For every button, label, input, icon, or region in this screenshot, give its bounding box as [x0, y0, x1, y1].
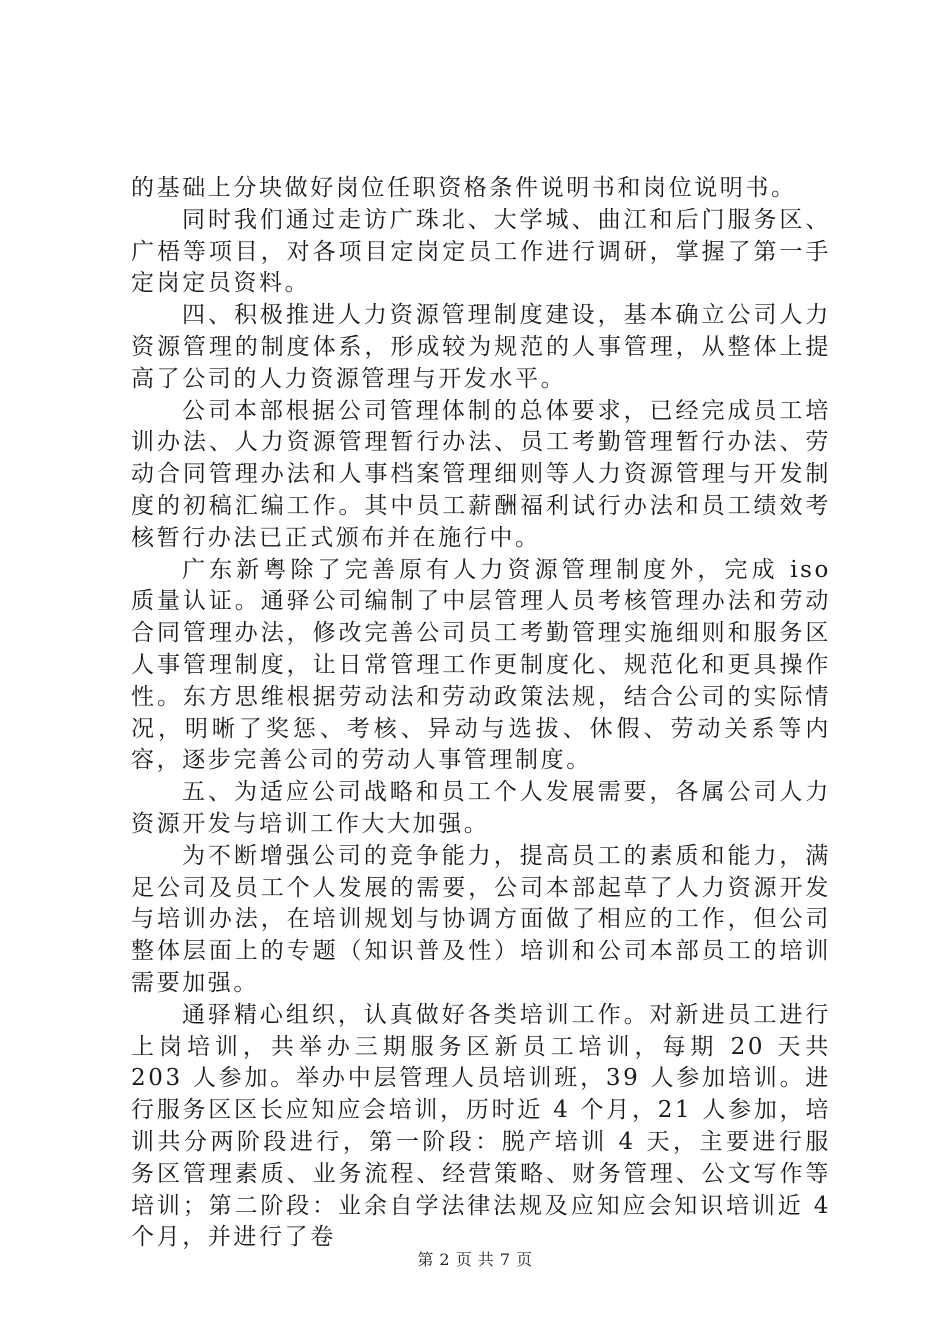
paragraph-5: 广东新粤除了完善原有人力资源管理制度外，完成 iso 质量认证。通驿公司编制了中层管理人员考核管理办法和劳动合同管理办法，修改完善公司员工考勤管理实施细则和服务区人事管理制度，让日常管理工作更制度化、规范化和更具操作性。东方思维根据劳动法和劳动政策法规，结合公司的实际情况，明晰了奖惩、考核、异动与选拔、休假、劳动关系等内容，逐步完善公司的劳动人事管理制度。 [131, 556, 831, 774]
page-footer: 第 2 页 共 7 页 [417, 1250, 533, 1269]
paragraph-3: 四、积极推进人力资源管理制度建设，基本确立公司人力资源管理的制度体系，形成较为规范的人事管理，从整体上提高了公司的人力资源管理与开发水平。 [131, 302, 831, 392]
document-body [131, 173, 831, 1254]
paragraph-1: 的基础上分块做好岗位任职资格条件说明书和岗位说明书。 [131, 175, 797, 201]
paragraph-8: 通驿精心组织，认真做好各类培训工作。对新进员工进行上岗培训，共举办三期服务区新员工培训，每期 20 天共 203 人参加。举办中层管理人员培训班，39 人参加培训。进行服务区区长应知应会培训，历时近 4 个月，21 人参加，培训共分两阶段进行，第一阶段：脱产培训 4 天，主要进行服务区管理素质、业务流程、经营策略、财务管理、公文写作等培训；第二阶段：业余自学法律法规及应知应会知识培训近 4 个月，并进行了卷 [131, 1001, 831, 1251]
paragraph-6: 五、为适应公司战略和员工个人发展需要，各属公司人力资源开发与培训工作大大加强。 [131, 779, 831, 837]
paragraph-2: 同时我们通过走访广珠北、大学城、曲江和后门服务区、广梧等项目，对各项目定岗定员工作进行调研，掌握了第一手定岗定员资料。 [131, 206, 831, 297]
paragraph-7: 为不断增强公司的竞争能力，提高员工的素质和能力，满足公司及员工个人发展的需要，公司本部起草了人力资源开发与培训办法，在培训规划与协调方面做了相应的工作，但公司整体层面上的专题（知识普及性）培训和公司本部员工的培训需要加强。 [131, 842, 831, 996]
paragraph-4: 公司本部根据公司管理体制的总体要求，已经完成员工培训办法、人力资源管理暂行办法、员工考勤管理暂行办法、劳动合同管理办法和人事档案管理细则等人力资源管理与开发制度的初稿汇编工作。其中员工薪酬福利试行办法和员工绩效考核暂行办法已正式颁布并在施行中。 [131, 397, 831, 551]
